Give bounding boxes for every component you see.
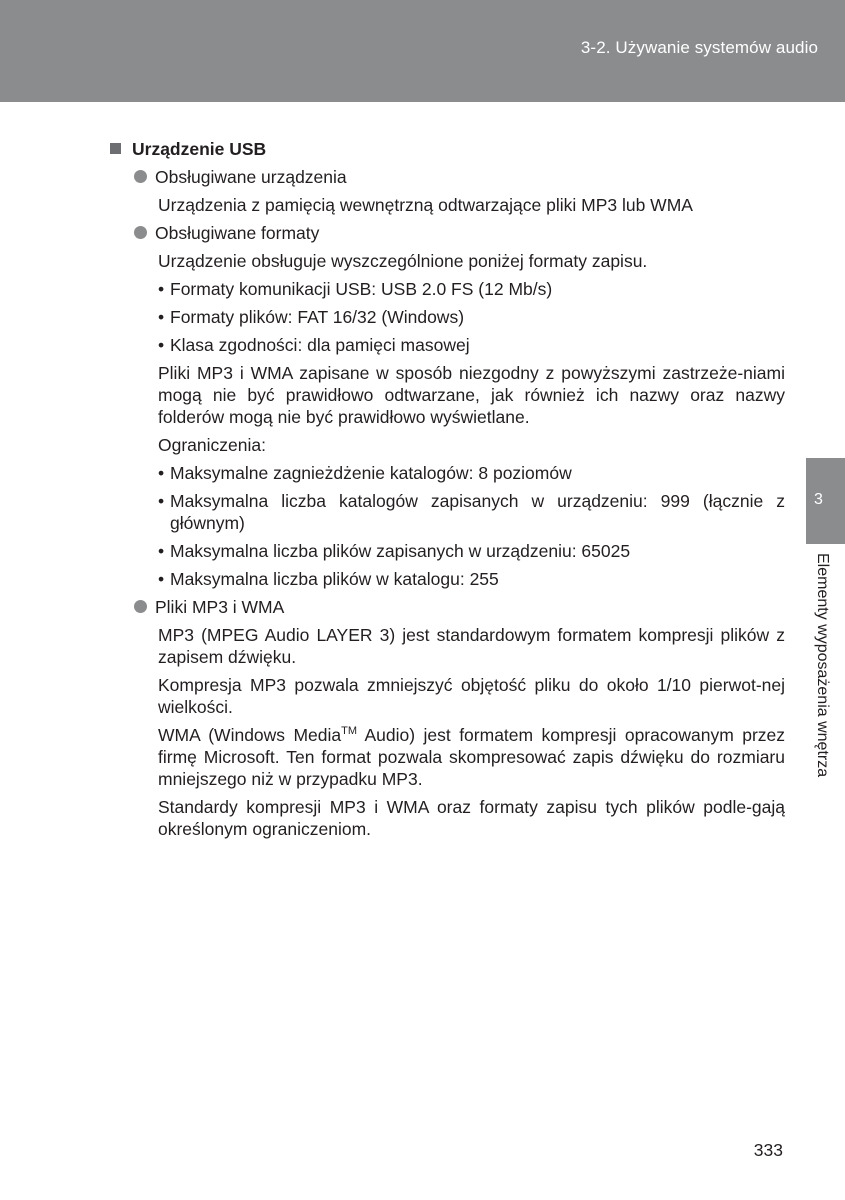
list-item-text: Maksymalna liczba plików w katalogu: 255 <box>170 569 499 589</box>
paragraph-wma <box>158 724 785 790</box>
circle-bullet-icon <box>134 170 147 183</box>
header-bar <box>0 0 845 102</box>
chapter-number: 3 <box>814 491 823 508</box>
list-item <box>158 462 785 484</box>
subheading-formats <box>110 222 785 244</box>
paragraph: Urządzenia z pamięcią wewnętrzną odtwarzające pliki MP3 lub WMA <box>158 195 693 215</box>
bullet-dot-icon: • <box>158 279 165 299</box>
paragraph: MP3 (MPEG Audio LAYER 3) jest standardowym formatem kompresji plików z zapisem dźwięku. <box>158 625 785 667</box>
list-item-text: Maksymalna liczba katalogów zapisanych w urządzeniu: 999 (łącznie z głównym) <box>170 491 785 533</box>
paragraph: Pliki MP3 i WMA zapisane w sposób niezgodny z powyższymi zastrzeże-niami mogą nie być prawidłowo odtwarzane, jak również ich nazwy oraz nazwy folderów mogą nie być prawidłowo wyświetlane. <box>158 363 785 427</box>
paragraph: Urządzenie obsługuje wyszczególnione poniżej formaty zapisu. <box>158 251 648 271</box>
text-segment: WMA (Windows Media <box>158 725 342 745</box>
page-content <box>110 138 785 846</box>
bullet-dot-icon: • <box>158 541 165 561</box>
bullet-dot-icon: • <box>158 463 165 483</box>
subheading-text: Obsługiwane urządzenia <box>155 167 347 187</box>
paragraph: Kompresja MP3 pozwala zmniejszyć objętość pliku do około 1/10 pierwot-nej wielkości. <box>158 675 785 717</box>
list-item-text: Klasa zgodności: dla pamięci masowej <box>170 335 470 355</box>
bullet-dot-icon: • <box>158 491 165 511</box>
paragraph: Ograniczenia: <box>158 435 266 455</box>
subheading-text: Pliki MP3 i WMA <box>155 597 285 617</box>
list-item-text: Formaty plików: FAT 16/32 (Windows) <box>170 307 465 327</box>
chapter-tab <box>806 458 845 544</box>
list-item-text: Maksymalne zagnieżdżenie katalogów: 8 poziomów <box>170 463 572 483</box>
list-item-text: Maksymalna liczba plików zapisanych w urządzeniu: 65025 <box>170 541 631 561</box>
section-heading <box>110 138 785 160</box>
bullet-dot-icon: • <box>158 569 165 589</box>
trademark-superscript: TM <box>341 725 358 737</box>
subheading-files <box>110 596 785 618</box>
chapter-side-label: Elementy wyposażenia wnętrza <box>814 553 831 778</box>
circle-bullet-icon <box>134 600 147 613</box>
bullet-dot-icon: • <box>158 307 165 327</box>
page-number: 333 <box>753 1140 783 1160</box>
list-item <box>158 278 785 300</box>
list-item-text: Formaty komunikacji USB: USB 2.0 FS (12 Mb/s) <box>170 279 553 299</box>
square-bullet-icon <box>110 143 121 154</box>
list-item <box>158 540 785 562</box>
circle-bullet-icon <box>134 226 147 239</box>
section-title-text: Urządzenie USB <box>132 139 267 159</box>
paragraph: Standardy kompresji MP3 i WMA oraz formaty zapisu tych plików podle-gają określonym ograniczeniom. <box>158 797 785 839</box>
chapter-title: 3-2. Używanie systemów audio <box>580 38 818 57</box>
list-item <box>158 306 785 328</box>
list-item <box>158 490 785 534</box>
subheading-devices <box>110 166 785 188</box>
text-segment: Audio) jest formatem kompresji opracowanym przez firmę Microsoft. Ten format pozwala skompresować zapis dźwięku do rozmiaru mniejszego niż w przypadku MP3. <box>158 725 785 789</box>
subheading-text: Obsługiwane formaty <box>155 223 320 243</box>
list-item <box>158 334 785 356</box>
list-item <box>158 568 785 590</box>
bullet-dot-icon: • <box>158 335 165 355</box>
